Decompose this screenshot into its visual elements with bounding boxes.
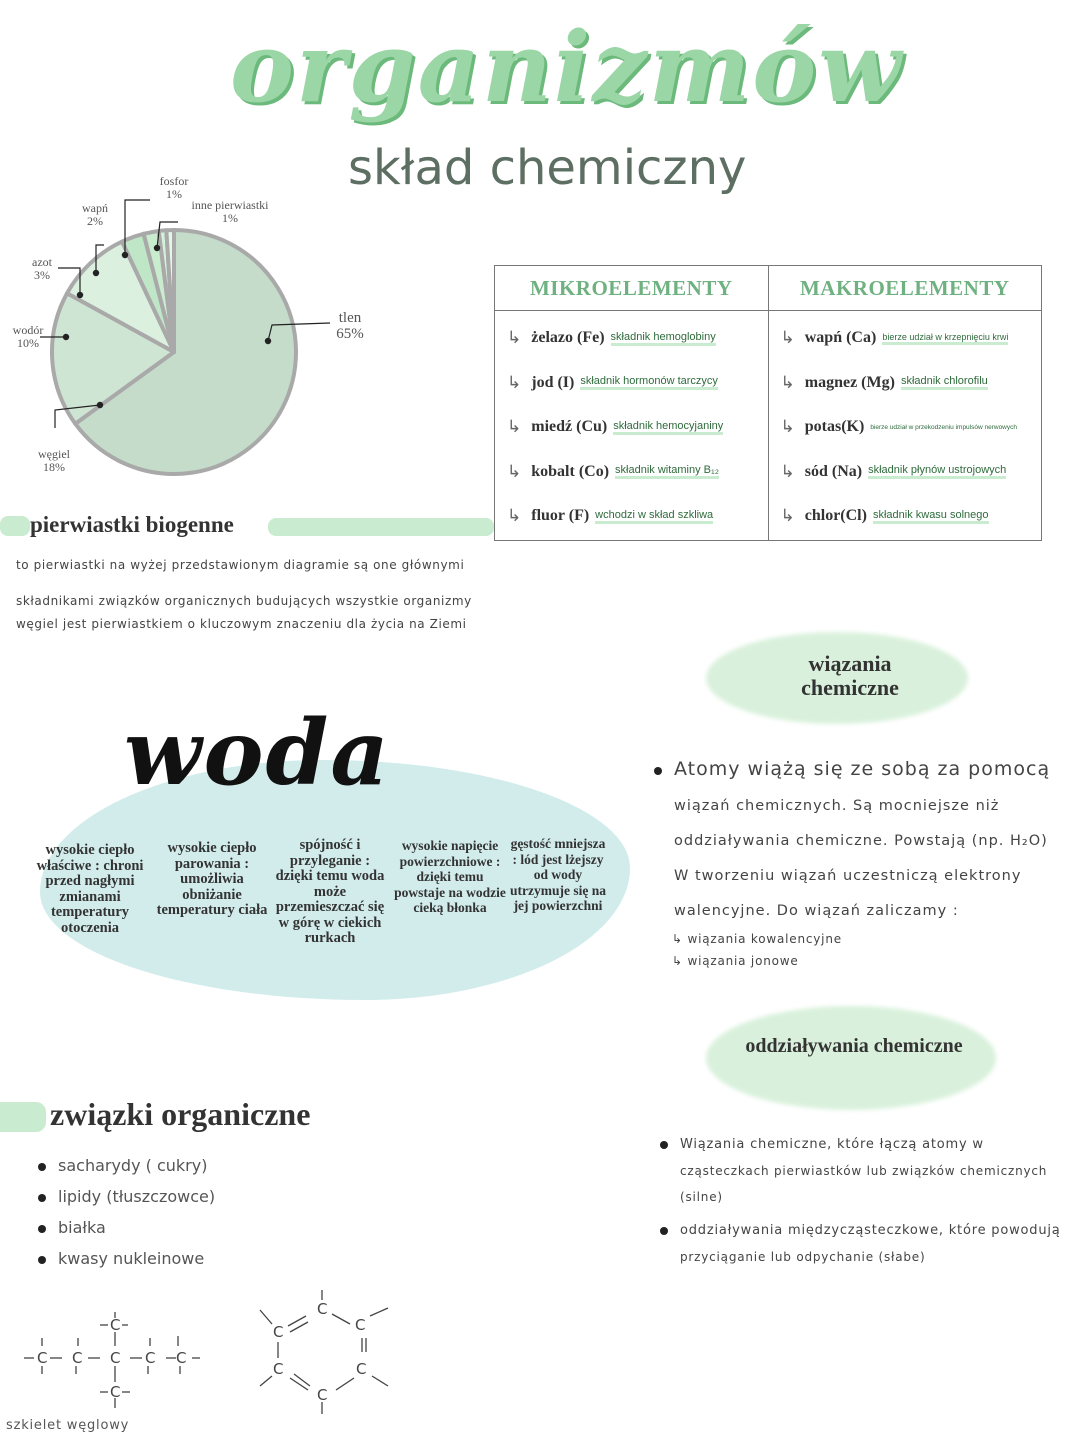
pie-label-fosfor: fosfor 1% xyxy=(159,174,189,201)
list-item: lipidy (tłuszczowce) xyxy=(38,1181,215,1212)
table-row: ↳ potas(K) bierze udział w przekodzeniu impulsów nerwowych xyxy=(780,417,1017,437)
page-subtitle: skład chemiczny xyxy=(348,140,747,196)
table-row: ↳ chlor(Cl) składnik kwasu solnego xyxy=(780,506,989,526)
pie-label-tlen: tlen 65% xyxy=(336,310,364,342)
table-row: ↳ kobalt (Co) składnik witaminy B₁₂ xyxy=(507,461,719,481)
svg-text:C: C xyxy=(356,1360,367,1378)
biogenne-line: węgiel jest pierwiastkiem o kluczowym znaczeniu dla życia na Ziemi xyxy=(16,617,467,631)
skeleton-caption: szkielet węglowy xyxy=(6,1418,130,1433)
pie-label-wapn: wapń 2% xyxy=(82,201,108,228)
highlight-bar-organic xyxy=(0,1102,46,1132)
water-property: wysokie ciepło parowania : umożliwia obniżanie temperatury ciała xyxy=(156,840,268,918)
svg-text:C: C xyxy=(37,1349,48,1367)
biogenne-line: to pierwiastki na wyżej przedstawionym diagramie są one głównymi xyxy=(16,558,465,572)
svg-text:C: C xyxy=(273,1323,284,1341)
macro-header: MAKROELEMENTY xyxy=(769,266,1042,311)
water-property: wysokie ciepło właściwe : chroni przed nagłymi zmianami temperatury otoczenia xyxy=(36,842,144,936)
micro-header: MIKROELEMENTY xyxy=(495,266,768,311)
svg-text:C: C xyxy=(176,1349,187,1367)
green-blob xyxy=(706,1006,996,1110)
svg-text:C: C xyxy=(72,1349,83,1367)
wiazania-sublist xyxy=(672,928,842,972)
organic-title: związki organiczne xyxy=(50,1096,311,1132)
oddzialywania-text: Wiązania chemiczne, które łączą atomy w cząsteczkach pierwiastków lub związków chemicznych (silne) oddziaływania międzycząsteczkowe, które powodują przyciąganie lub odpychanie (słabe) xyxy=(660,1132,1061,1270)
water-property: wysokie napięcie powierzchniowe : dzięki temu powstaje na wodzie cieką błonka xyxy=(394,838,506,915)
table-row: ↳ sód (Na) składnik płynów ustrojowych xyxy=(780,461,1007,481)
biogenne-line: składnikami związków organicznych budujących wszystkie organizmy xyxy=(16,594,472,608)
wiazania-text: Atomy wiążą się ze sobą za pomocą wiązań chemicznych. Są mocniejsze niż oddziaływania chemiczne. Powstają (np. H₂O) W tworzeniu wiązań uczestniczą elektrony walencyjne. Do wiązań zaliczamy : xyxy=(654,752,1050,929)
list-item: ↳ wiązania kowalencyjne xyxy=(672,932,842,946)
svg-text:C: C xyxy=(110,1349,121,1367)
svg-text:C: C xyxy=(145,1349,156,1367)
list-item: ↳ wiązania jonowe xyxy=(672,954,799,968)
table-row: ↳ magnez (Mg) składnik chlorofilu xyxy=(780,372,988,392)
pie-label-wegiel: węgiel 18% xyxy=(38,447,70,474)
woda-title: woda xyxy=(124,700,391,806)
table-row: ↳ fluor (F) wchodzi w skład szkliwa xyxy=(507,506,714,526)
pie-label-inne: inne pierwiastki 1% xyxy=(191,198,269,225)
svg-text:C: C xyxy=(355,1316,366,1334)
organic-list xyxy=(38,1150,215,1274)
micro-column xyxy=(495,266,768,540)
table-row: ↳ jod (I) składnik hormonów tarczycy xyxy=(507,372,718,392)
table-row: ↳ żelazo (Fe) składnik hemoglobiny xyxy=(507,328,716,348)
wiazania-title: wiązania chemiczne xyxy=(801,651,899,700)
table-row: ↳ wapń (Ca) bierze udział w krzepnięciu krwi xyxy=(780,328,1009,348)
svg-text:C: C xyxy=(110,1316,121,1334)
highlight-bar-right xyxy=(268,518,494,536)
table-row: ↳ miedź (Cu) składnik hemocyjaniny xyxy=(507,417,724,437)
pie-label-azot: azot 3% xyxy=(32,255,52,282)
list-item: białka xyxy=(38,1212,215,1243)
page-title: organizmów xyxy=(230,11,903,124)
water-property: spójność i przyleganie : dzięki temu woda może przemieszczać się w górę w ciekich rurkach xyxy=(275,837,385,946)
list-item: kwasy nukleinowe xyxy=(38,1243,215,1274)
pie-label-wodor: wodór 10% xyxy=(12,323,44,350)
macro-column xyxy=(768,266,1042,540)
highlight-bar-left xyxy=(0,516,30,536)
svg-text:C: C xyxy=(110,1383,121,1401)
elements-table xyxy=(494,265,1042,541)
svg-text:C: C xyxy=(317,1300,328,1318)
svg-text:C: C xyxy=(273,1360,284,1378)
svg-text:C: C xyxy=(317,1386,328,1404)
oddzialywania-title: oddziaływania chemiczne xyxy=(745,1035,963,1057)
water-property: gęstość mniejsza : lód jest lżejszy od wody utrzymuje się na jej powierzchni xyxy=(510,836,606,913)
biogenne-title: pierwiastki biogenne xyxy=(30,512,234,537)
carbon-skeleton-drawing xyxy=(10,1290,410,1420)
list-item: sacharydy ( cukry) xyxy=(38,1150,215,1181)
